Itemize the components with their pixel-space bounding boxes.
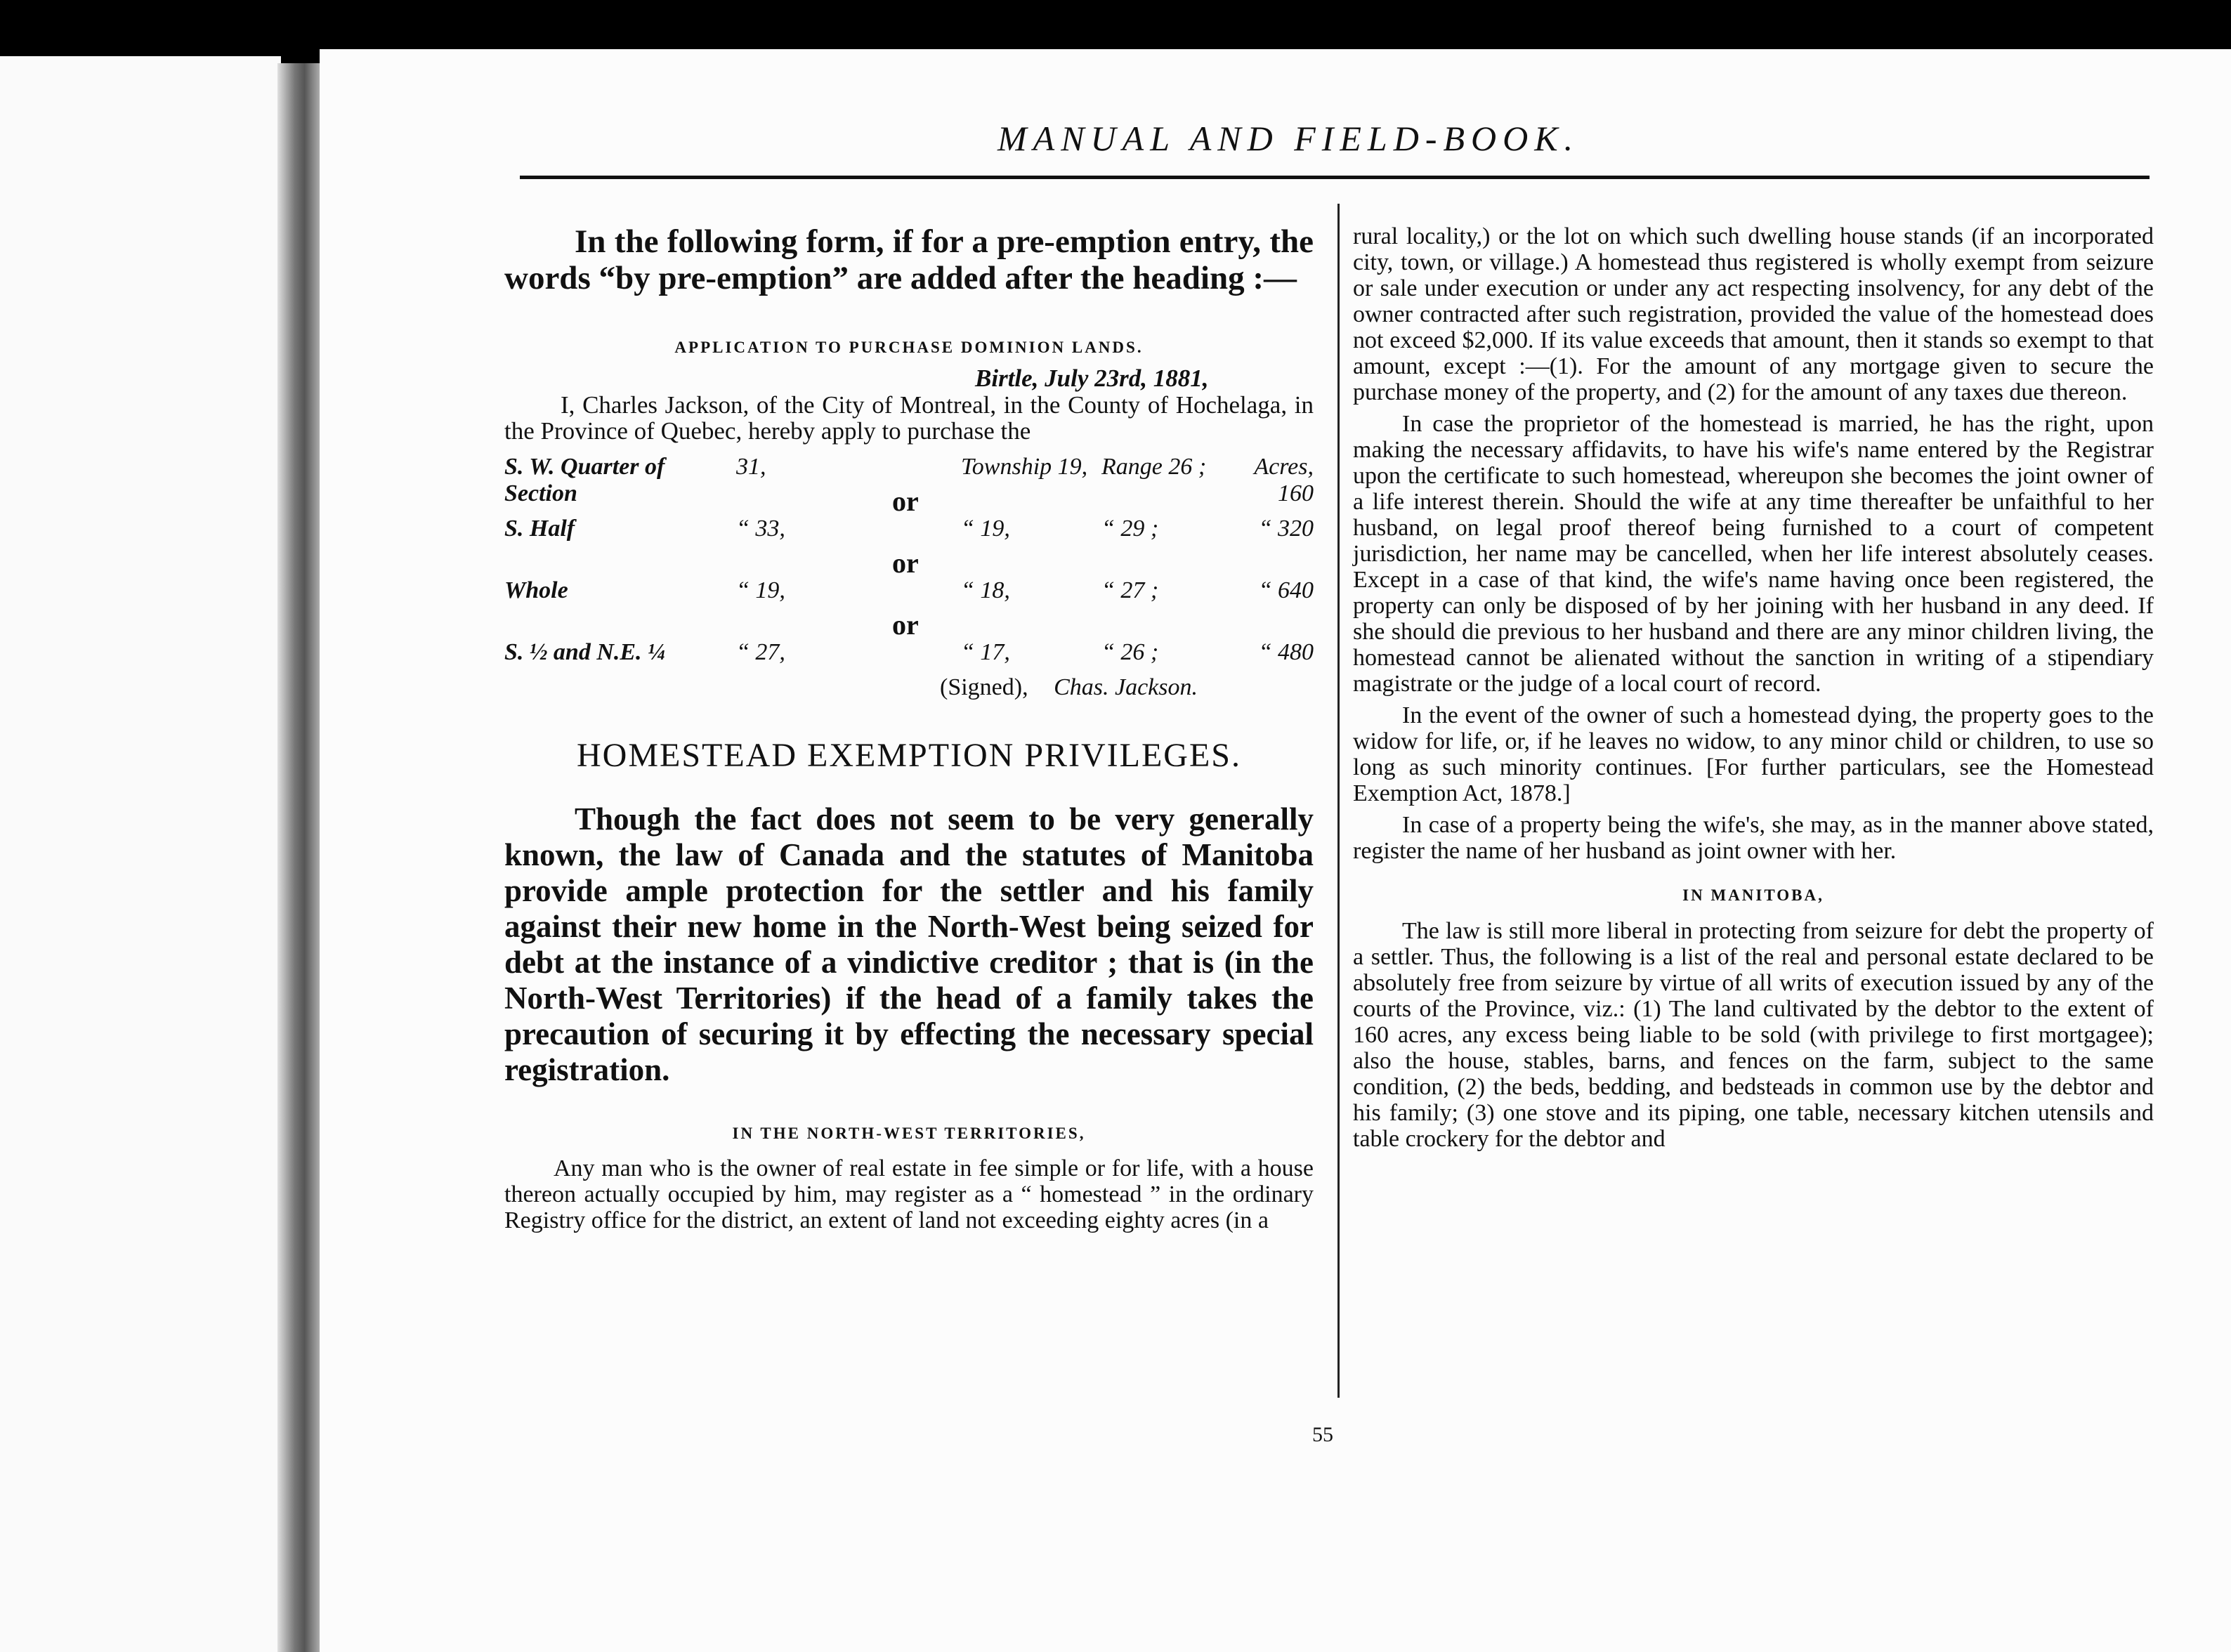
entry-row <box>504 639 1314 673</box>
application-title: APPLICATION TO PURCHASE DOMINION LANDS. <box>674 339 1144 356</box>
entry-acres: “ 320 <box>1258 516 1314 542</box>
signature-line <box>504 674 1314 701</box>
right-paragraph-2: In case the proprietor of the homestead is married, he has the right, upon making the necessary affidavits, to have his wife's name entered by the Registrar upon the certificate to such homestead, whereupon she becomes the joint owner of a life interest therein. Should the wife at any time thereafter be unfaithful to her husband, on legal proof thereof being furnished to a court of competent jurisdiction, her name may be cancelled, when her life interest absolutely ceases. Except in a case of that kind, the wife's name having once been registered, the property can only be disposed of by her joining with her husband in any deed. If she should die previous to her husband and there are any minor children living, the homestead cannot be alienated without the sanction in writing of a stipendiary magistrate or the judge of a local court of record. <box>1353 411 2154 697</box>
northwest-body: Any man who is the owner of real estate in fee simple or for life, with a house thereon actually occupied by him, may register as a “ homestead ” in the ordinary Registry office for the district, an extent of land not exceeding eighty acres (in a <box>504 1155 1314 1233</box>
entry-township: “ 18, <box>961 577 1010 603</box>
entry-township: Township 19, <box>961 454 1088 480</box>
entry-township: “ 19, <box>961 516 1010 542</box>
or-separator: or <box>892 609 919 641</box>
manitoba-heading: IN MANITOBA, <box>1682 886 1824 904</box>
or-separator: or <box>892 547 919 579</box>
entry-section: “ 33, <box>736 516 785 542</box>
page-number: 55 <box>1312 1423 1333 1446</box>
column-divider <box>1337 204 1340 1398</box>
application-dateline: Birtle, July 23rd, 1881, <box>975 365 1209 392</box>
right-paragraph-5: The law is still more liberal in protecting from seizure for debt the property of a settler. Thus, the following is a list of the real and personal estate declared to be absolutely free from seizure by virtue of all writs of execution issued by any of the courts of the Province, viz.: (1) The land cultivated by the debtor to the extent of 160 acres, any excess being liable to be sold (with privilege to first mortgagee); also the house, stables, barns, and fences on the farm, subject to the same condition, (2) the beds, bedding, and bedsteads in common use by the debtor and his family; (3) one stove and its piping, one table, necessary kitchen utensils and table crockery for the debtor and <box>1353 918 2154 1152</box>
entry-acres: Acres, 160 <box>1254 454 1314 506</box>
signer-name: Chas. Jackson. <box>1054 674 1198 700</box>
application-body: I, Charles Jackson, of the City of Montreal, in the County of Hochelaga, in the Province of Quebec, hereby apply to purchase the <box>504 391 1314 445</box>
section-body: Though the fact does not seem to be very generally known, the law of Canada and the statutes of Manitoba provide ample protection for the settler and his family against their new home in the North-West being seized for debt at the instance of a vindictive creditor ; that is (in the North-West Territories) if the head of a family takes the precaution of securing it by effecting the necessary special registration. <box>504 801 1314 1087</box>
entry-range: “ 26 ; <box>1101 639 1159 665</box>
entry-acres: “ 640 <box>1258 577 1314 603</box>
facing-page <box>0 56 281 1652</box>
right-paragraph-1: rural locality,) or the lot on which such dwelling house stands (if an incorporated city, town, or village.) A homestead thus registered is wholly exempt from seizure or sale under execution or under any act respecting insolvency, for any debt of the owner contracted after such registration, provided the value of the homestead does not exceed $2,000. If its value exceeds that amount, then it stands so exempt to that amount, except :—(1). For the amount of any mortgage given to secure the purchase money of the property, and (2) for the amount of any taxes due thereon. <box>1353 223 2154 405</box>
entry-description: S. Half <box>504 516 575 542</box>
land-entries <box>504 454 1314 701</box>
northwest-heading: IN THE NORTH-WEST TERRITORIES, <box>732 1125 1086 1142</box>
section-heading: HOMESTEAD EXEMPTION PRIVILEGES. <box>577 737 1241 774</box>
intro-paragraph: In the following form, if for a pre-emption entry, the words “by pre-emption” are added after the heading :— <box>504 223 1314 296</box>
entry-row <box>504 516 1314 549</box>
entry-section: “ 19, <box>736 577 785 603</box>
running-title: MANUAL AND FIELD-BOOK. <box>997 119 1580 158</box>
entry-acres: “ 480 <box>1258 639 1314 665</box>
right-column <box>1353 223 2154 1158</box>
entry-section: 31, <box>736 454 766 480</box>
entry-range: “ 27 ; <box>1101 577 1159 603</box>
or-separator: or <box>892 485 919 517</box>
header-rule <box>520 176 2150 179</box>
left-column <box>504 223 1314 1233</box>
right-paragraph-3: In the event of the owner of such a homestead dying, the property goes to the widow for life, or, if he leaves no widow, to any minor child or children, to use so long as such minority continues. [For further particulars, see the Homestead Exemption Act, 1878.] <box>1353 702 2154 806</box>
signed-label: (Signed), <box>940 674 1028 700</box>
entry-range: “ 29 ; <box>1101 516 1159 542</box>
entry-section: “ 27, <box>736 639 785 665</box>
entry-description: S. ½ and N.E. ¼ <box>504 639 666 665</box>
entry-township: “ 17, <box>961 639 1010 665</box>
right-paragraph-4: In case of a property being the wife's, she may, as in the manner above stated, register the name of her husband as joint owner with her. <box>1353 812 2154 864</box>
entry-description: S. W. Quarter of Section <box>504 454 665 506</box>
entry-description: Whole <box>504 577 568 603</box>
entry-row <box>504 577 1314 611</box>
entry-range: Range 26 ; <box>1101 454 1207 480</box>
